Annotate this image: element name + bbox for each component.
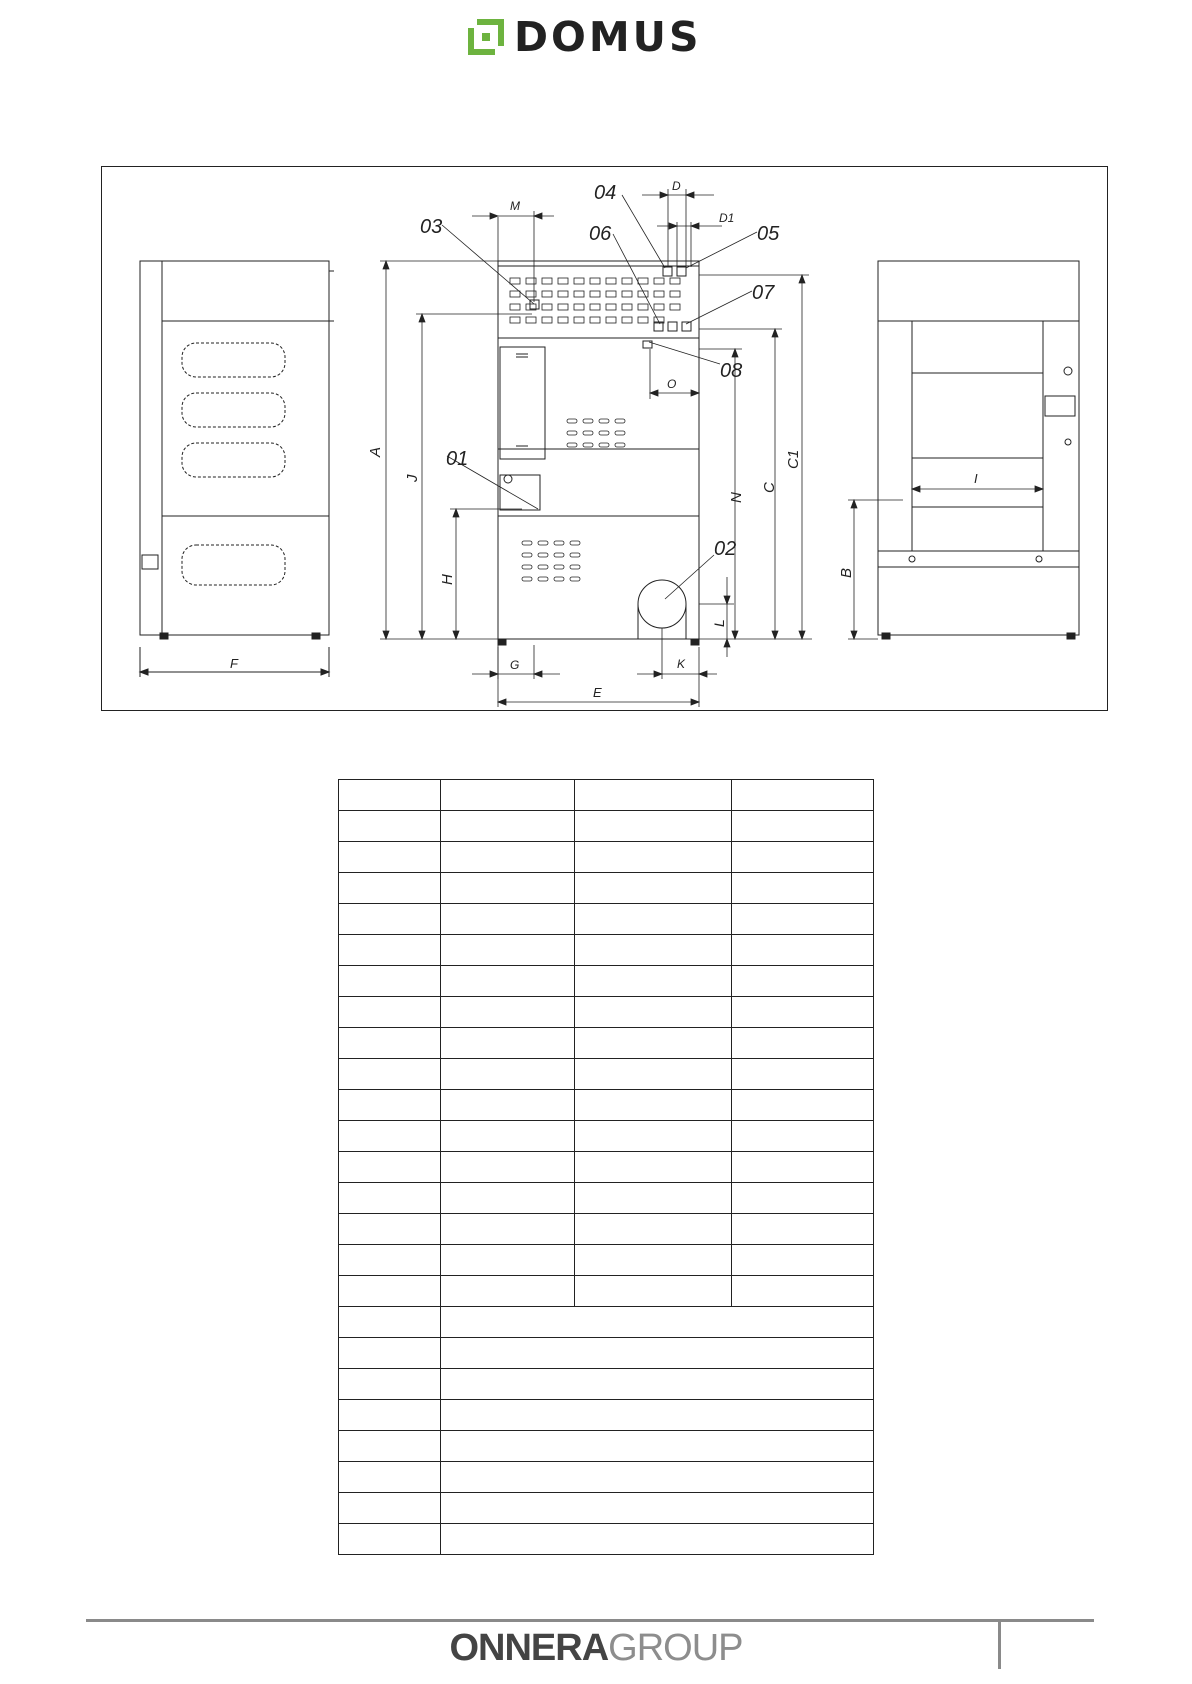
technical-drawing [101,166,1108,711]
table-row [339,1183,874,1214]
table-row [339,997,874,1028]
callout-05: 05 [757,223,780,245]
side-view-right [878,261,1079,639]
callout-04: 04 [594,182,617,204]
footer-brand-light: GROUP [608,1627,743,1669]
table-row [339,780,874,811]
footer-brand-strong: ONNERA [449,1627,609,1669]
onnera-group-logo [0,1628,1192,1668]
svg-text:I: I [974,471,978,486]
svg-text:C: C [761,482,778,493]
table-row [339,1121,874,1152]
footer-divider [86,1619,1094,1622]
table-row [339,1338,874,1369]
table-row [339,1214,874,1245]
table-row [339,1307,874,1338]
svg-text:F: F [230,656,238,671]
svg-text:A: A [367,446,384,457]
callout-01: 01 [446,448,469,470]
table-row [339,1028,874,1059]
callouts [420,182,780,599]
svg-text:M: M [510,199,520,213]
callout-06: 06 [589,223,612,245]
domus-logo-text: DOMUS [514,13,702,61]
table-row [339,1493,874,1524]
svg-text:K: K [677,657,686,671]
table-row [339,904,874,935]
table-row [339,935,874,966]
domus-logo [468,13,702,61]
svg-text:N: N [728,492,745,503]
callout-08: 08 [720,360,743,382]
front-view [498,261,699,645]
svg-text:J: J [404,474,421,482]
svg-text:L: L [711,619,727,627]
dim-F [140,647,329,677]
spec-table [338,779,874,1555]
table-row [339,873,874,904]
table-row [339,1462,874,1493]
svg-text:B: B [838,567,855,578]
table-row [339,1059,874,1090]
table-row [339,811,874,842]
callout-03: 03 [420,216,443,238]
right-dimensions [838,471,1043,639]
svg-text:E: E [593,685,602,700]
table-row [339,1090,874,1121]
table-row [339,1152,874,1183]
table-row [339,842,874,873]
table-row [339,1431,874,1462]
callout-02: 02 [714,538,737,560]
table-row [339,1524,874,1555]
svg-text:D1: D1 [719,211,735,225]
svg-text:C1: C1 [785,449,802,469]
svg-text:G: G [510,658,520,672]
table-row [339,1400,874,1431]
svg-text:D: D [672,179,681,193]
svg-text:O: O [667,377,677,391]
table-row [339,1369,874,1400]
domus-logo-icon [468,19,504,55]
drawing-svg [102,167,1109,712]
table-row [339,1245,874,1276]
callout-07: 07 [752,282,775,304]
svg-text:H: H [439,574,456,585]
side-view-left [140,261,334,639]
table-row [339,1276,874,1307]
table-row [339,966,874,997]
